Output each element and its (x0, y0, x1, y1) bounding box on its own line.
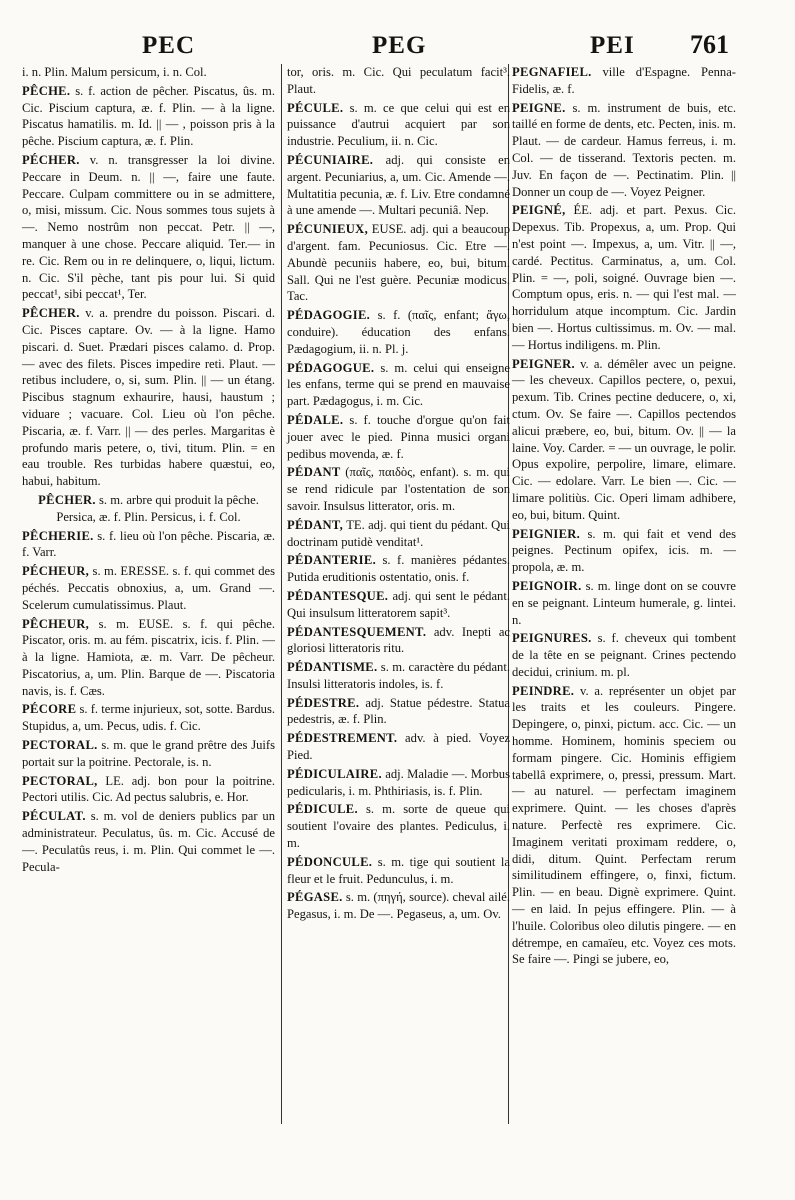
entry-headword: PÉDANT (287, 465, 341, 480)
entry-definition: s. m. (πηγή, source). cheval ailé. Pegasus, i. m. De —. Pegaseus, a, um. Ov. (287, 890, 510, 922)
entry-headword: PÉCHER. (22, 152, 80, 167)
entry-definition: v. a. représenter un objet par les traits et les couleurs. Pingere. Depingere, o, pinxi, pictum. acc. Cic. — un homme. Hominem, hominis speciem ou formam pingere. Cic. Hominis effigiem tabellâ exprimere, o, pressi, pressum. Mart. — au naturel. — perfectam imaginem exprimere. Quint. — les choses d'après nature. Perfectè res exprimere. Cic. Imaginem veritati proximam reddere, o, didi, ditum. Quint. Perfectam rerum similitudinem effingere, o, finxi, fictum. Plin. — en beau. Dignè exprimere. Quint. — en laid. In pejus effingere. Plin. — à l'huile. Coloribus oleo dilutis pingere. — en détrempe, en camaïeu, etc. Voyez ces mots. Se faire —. Pingi se jubere, eo, (512, 683, 736, 967)
dictionary-entry (287, 801, 510, 851)
entry-definition: s. f. manières pédantes. Putida eruditionis ostentatio, onis. f. (287, 553, 510, 585)
entry-definition: v. a. démêler avec un peigne. — les cheveux. Capillos pectere, o, pexui, pexum. Tib. Crines pectine deducere, o, xi, ctum. Ov. Se faire —. Capillos pectendos alicui præbere, eo, bui, bitum. Ov. || — la laine. Voy. Carder. = — un ouvrage, le polir. Opus expolire, perpolire, limare, elimare. Cic. — edolare. Varr. Le bien —. Cic. — limare politiùs. Cic. Operi limam adhibere, eo, bui, bitum. Quint. (512, 356, 736, 522)
dictionary-entry (287, 552, 510, 586)
entry-definition: adj. Maladie —. Morbus pedicularis, i. m. Phthiriasis, is. f. Plin. (287, 766, 510, 798)
dictionary-entry (287, 100, 510, 150)
entry-definition: v. a. prendre du poisson. Piscari. d. Cic. Pisces captare. Ov. — à la ligne. Hamo piscari. d. Suet. Prædari pisces calamo. d. Prop. — avec des filets. Pisces impedire reti. Plaut. — retibus includere, o, si, sum. Plin. || — un étang. Piscibus stagnum exhaurire, hausi, haustum ; viduare ; vacuare. Col. Lieu où l'on pêche. Piscaria, æ. f. Varr. || — des perles. Margaritas è profundo maris petere, o, tivi, titum. Plin. = en eau trouble. Res turbidas habere quæstui, eo, habui, habitum. (22, 306, 275, 489)
dictionary-entry (287, 307, 510, 357)
entry-definition: s. f. lieu où l'on pêche. Piscaria, æ. f. Varr. (22, 528, 275, 560)
dictionary-entry (22, 305, 275, 490)
entry-definition: s. f. action de pêcher. Piscatus, ûs. m. Cic. Piscium captura, æ. f. Plin. — à la ligne. Piscatus hamatilis. m. Id. || — , poisson pris à la pêche. Piscium captura, æ. f. Plin. (22, 83, 275, 149)
column-divider-1 (281, 64, 282, 1124)
entry-definition: s. m. vol de deniers publics par un administrateur. Peculatus, ûs. m. Cic. Accusé de —. Peculatûs reus, i. m. Plin. Qui commet le —. Pecula- (22, 809, 275, 874)
entry-headword: PÉDONCULE. (287, 854, 373, 869)
dictionary-entry (22, 563, 275, 613)
entry-definition: s. m. tige qui soutient la fleur et le fruit. Pedunculus, i. m. (287, 854, 510, 886)
entry-definition: ville d'Espagne. Penna-Fidelis, æ. f. (512, 65, 736, 96)
entry-headword: PÉGASE. (287, 890, 343, 905)
dictionary-entry (22, 773, 275, 807)
entry-headword: PÉDICULAIRE. (287, 766, 382, 781)
dictionary-entry (287, 517, 510, 551)
dictionary-entry (287, 659, 510, 693)
dictionary-entry (22, 808, 275, 875)
entry-headword: PEINDRE. (512, 683, 575, 698)
entry-headword: PÉDAGOGUE. (287, 360, 375, 375)
entry-definition: s. m. celui qui enseigne les enfans, terme qui se prend en mauvaise part. Pædagogus, i. m. Cic. (287, 360, 510, 409)
entry-headword: PÉDANTESQUE. (287, 588, 389, 603)
dictionary-entry (287, 360, 510, 410)
dictionary-entry (512, 202, 736, 353)
entry-definition: tor, oris. m. Cic. Qui peculatum facit³. Plaut. (287, 65, 510, 96)
entry-headword: PECTORAL, (22, 773, 98, 788)
dictionary-entry (287, 695, 510, 729)
dictionary-entry (287, 624, 510, 658)
entry-headword: PEIGNURES. (512, 631, 592, 646)
dictionary-entry (287, 464, 510, 514)
dictionary-entry (22, 701, 275, 735)
entry-headword: PÉCHEUR, (22, 564, 90, 579)
entry-headword: PÉCUNIEUX, (287, 222, 369, 237)
dictionary-entry (287, 766, 510, 800)
entry-headword: PÉCORE (22, 702, 77, 717)
entry-headword: PÉCUNIAIRE. (287, 152, 374, 167)
entry-definition: s. f. cheveux qui tombent de la tête en se peignant. Crines pectendo decidui, crinium. m. pl. (512, 631, 736, 679)
entry-headword: PEIGNOIR. (512, 578, 582, 593)
entry-headword: PÉDALE. (287, 412, 344, 427)
dictionary-entry (287, 889, 510, 923)
entry-definition: s. m. arbre qui produit la pêche. Persica, æ. f. Plin. Persicus, i. f. Col. (56, 492, 259, 524)
entry-definition: s. m. ce que celui qui est en puissance d'autrui acquiert par son industrie. Peculium, ii. n. Cic. (287, 100, 510, 149)
dictionary-column-2 (287, 64, 510, 925)
entry-definition: adj. qui sent le pédant. Qui insulsum litteratorem sapit³. (287, 588, 510, 620)
entry-headword: PÊCHER. (38, 492, 96, 507)
dictionary-entry (512, 578, 736, 628)
dictionary-column-3 (512, 64, 736, 970)
page-number: 761 (690, 30, 729, 59)
entry-definition: adv. à pied. Voyez Pied. (287, 731, 510, 763)
entry-headword: PÉDANTERIE. (287, 553, 377, 568)
entry-definition: s. m. instrument de buis, etc. taillé en forme de dents, etc. Pecten, inis. m. Plaut. — de cardeur. Hamus ferreus, i. m. Col. — de tisserand. Textoris pecten. m. Juv. En façon de —. Pectinatim. Plin. || Donner un coup de —. Voyez Peigner. (512, 100, 736, 199)
left-guide-word: PEC (142, 32, 195, 59)
entry-definition: s. m. qui fait et vend des peignes. Pectinum opifex, icis. m. — propola, æ. m. (512, 526, 736, 575)
entry-definition: s. m. linge dont on se couvre en se peignant. Linteum humerale, g. lintei. n. (512, 578, 736, 627)
dictionary-entry (287, 854, 510, 888)
entry-headword: PÊCHER. (22, 306, 80, 321)
entry-definition: s. m. caractère du pédant. Insulsi litteratoris indoles, is. f. (287, 660, 510, 691)
entry-definition: i. n. Plin. Malum persicum, i. n. Col. (22, 65, 207, 79)
dictionary-entry (22, 528, 275, 562)
dictionary-entry (512, 100, 736, 201)
entry-headword: PÉDAGOGIE. (287, 308, 371, 323)
dictionary-entry (287, 64, 510, 98)
entry-definition: adj. Statue pédestre. Statua pedestris, æ. f. Plin. (287, 695, 510, 727)
entry-headword: PEIGNER. (512, 356, 575, 371)
entry-definition: s. m. sorte de queue qui soutient l'ovaire des plantes. Pediculus, i. m. (287, 802, 510, 851)
entry-headword: PECTORAL. (22, 738, 98, 753)
entry-definition: LE. adj. bon pour la poitrine. Pectori utilis. Cic. Ad pectus salubris, e. Hor. (22, 773, 275, 805)
dictionary-entry (512, 526, 736, 576)
dictionary-entry (512, 630, 736, 680)
dictionary-entry (287, 588, 510, 622)
dictionary-entry (287, 730, 510, 764)
entry-definition: adv. Inepti ac gloriosi litteratoris ritu. (287, 624, 510, 656)
entry-headword: PÉDANT, (287, 517, 344, 532)
entry-headword: PÉDANTESQUEMENT. (287, 624, 427, 639)
entry-headword: PÊCHE. (22, 83, 71, 98)
entry-headword: PEIGNIER. (512, 526, 581, 541)
dictionary-entry (287, 152, 510, 219)
entry-definition: s. m. EUSE. s. f. qui pêche. Piscator, oris. m. au fém. piscatrix, icis. f. Plin. — à la ligne. Hamiota, æ. m. Varr. De pêcheur. Piscatorius, a, um. Plin. Barque de —. Piscatoria navis, is. f. Cæs. (22, 616, 275, 698)
dictionary-entry (287, 412, 510, 462)
entry-headword: PEIGNE. (512, 100, 566, 115)
dictionary-entry (512, 356, 736, 524)
entry-definition: s. f. touche d'orgue qu'on fait jouer avec le pied. Pinna musici organi pedibus movenda, æ. f. (287, 412, 510, 461)
entry-definition: s. m. que le grand prêtre des Juifs portait sur la poitrine. Pectorale, is. n. (22, 738, 275, 769)
entry-definition: s. m. ERESSE. s. f. qui commet des péchés. Peccatis obnoxius, a, um. Grand —. Scelerum cumulatissimus. Plaut. (22, 564, 275, 612)
dictionary-entry (22, 616, 275, 700)
entry-definition: v. n. transgresser la loi divine. Peccare in Deum. n. || —, faire une faute. Peccare. Culpam committere ou in se admittere, o, misi, missum. Cic. Nous sommes tous sujets à —. Nemo nostrûm non peccat. Petr. || —, manquer à une chose. Peccare aliquid. Ter.— in re. Cic. Rem ou in re delinquere, o, liqui, lictum. n. Cic. S'il pèche, tant pis pour lui. Si quid peccat¹, sibi peccat¹, Ter. (22, 152, 275, 302)
entry-headword: PÊCHEUR, (22, 616, 90, 631)
dictionary-entry (22, 492, 275, 526)
entry-definition: ÉE. adj. et part. Pexus. Cic. Depexus. Tib. Propexus, a, um. Prop. Qui n'est point —. Impexus, a, um. Vitr. || —, cardé. Pectitus. Carminatus, a, um. Col. Plin. = —, poli, soigné. Ouvrage bien —. Comptum opus, eris. n. — qui l'est mal. — horridulum atque incomptum. Cic. Jardin bien —. Hortus cultissimus. m. Ov. — mal. — Hortus indiligens. m. Plin. (512, 203, 736, 352)
right-guide-word: PEI (590, 32, 635, 59)
dictionary-entry (512, 683, 736, 969)
dictionary-entry (22, 83, 275, 150)
entry-headword: PÉCULE. (287, 100, 344, 115)
dictionary-entry (22, 152, 275, 303)
entry-headword: PEIGNÉ, (512, 203, 566, 218)
entry-headword: PEGNAFIEL. (512, 65, 592, 79)
entry-headword: PÉDANTISME. (287, 660, 378, 675)
entry-headword: PÉCULAT. (22, 809, 86, 824)
dictionary-entry (287, 221, 510, 305)
entry-definition: TE. adj. qui tient du pédant. Qui doctrinam putidè venditat¹. (287, 517, 510, 549)
entry-headword: PÉDESTRE. (287, 695, 360, 710)
entry-definition: s. f. terme injurieux, sot, sotte. Bardus. Stupidus, a, um. Pecus, udis. f. Cic. (22, 702, 275, 734)
entry-definition: EUSE. adj. qui a beaucoup d'argent. fam. Pecuniosus. Cic. Etre —. Abundè pecuniis habere, eo, bui, bitum. Sall. Qui ne l'est guère. Pecuniæ modicus. Tac. (287, 222, 510, 304)
center-guide-word: PEG (372, 32, 427, 59)
entry-headword: PÊCHERIE. (22, 528, 94, 543)
entry-headword: PÉDICULE. (287, 802, 358, 817)
entry-headword: PÉDESTREMENT. (287, 731, 398, 746)
dictionary-entry (22, 64, 275, 81)
dictionary-entry (22, 737, 275, 771)
dictionary-entry (512, 64, 736, 98)
entry-definition: s. f. (παῖς, enfant; ἄγω, conduire). éducation des enfans. Pædagogium, ii. n. Pl. j. (287, 308, 510, 356)
dictionary-column-1 (22, 64, 275, 877)
entry-definition: (παῖς, παιδὸς, enfant). s. m. qui se rend ridicule par l'ostentation de son savoir. Insulsus litterator, oris. m. (287, 465, 510, 513)
entry-definition: adj. qui consiste en argent. Pecuniarius, a, um. Cic. Amende —. Multatitia pecunia, æ. f. Liv. Etre condamné à une amende —. Multari pecuniâ. Nep. (287, 152, 510, 218)
